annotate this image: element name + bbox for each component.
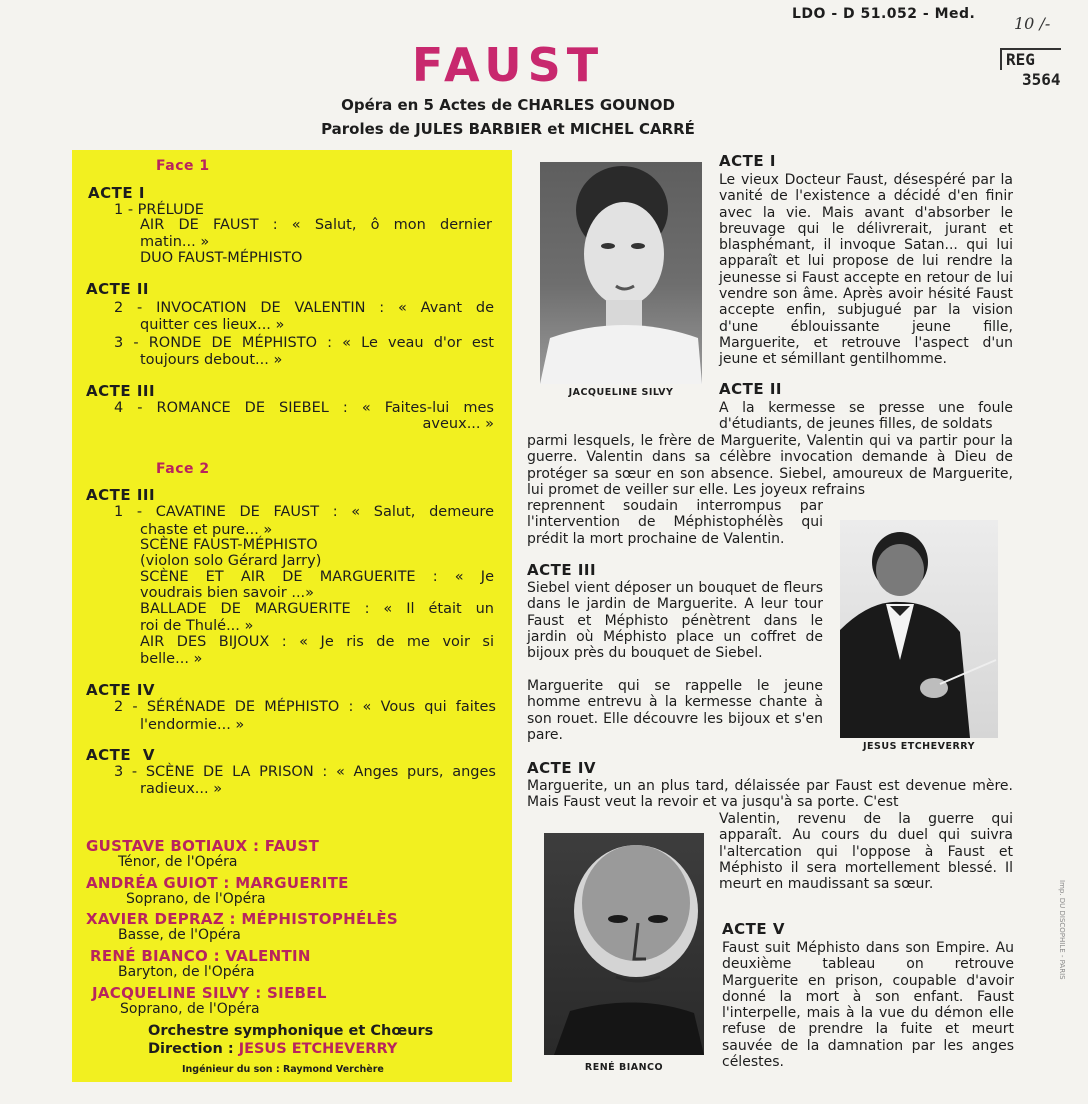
orchestra-line: Orchestre symphonique et Chœurs bbox=[148, 1023, 434, 1039]
cast-role-faust: Ténor, de l'Opéra bbox=[118, 854, 238, 870]
cast-role-siebel: Soprano, de l'Opéra bbox=[120, 1001, 260, 1017]
face2-acte5-heading: ACTE V bbox=[86, 746, 155, 764]
conductor-name: JESUS ETCHEVERRY bbox=[238, 1041, 398, 1057]
printer-credit: Imp. DU DISCOPHILE - PARIS bbox=[1058, 880, 1066, 980]
track-ronde-cont: toujours debout... » bbox=[140, 352, 283, 368]
face1-acte3-heading: ACTE III bbox=[86, 382, 156, 400]
track-romance-cont: aveux... » bbox=[422, 416, 494, 432]
synopsis-acte2-heading: ACTE II bbox=[719, 380, 782, 398]
synopsis-acte2-text-2: parmi lesquels, le frère de Marguerite, Valentin qui va partir pour la guerre. Valentin dans sa célèbre invocation demande à Dieu de protéger sa sœur en son absence. Siebel, amoureux de Marguerite, lui promet de veiller sur elle. Les joyeux refrains bbox=[527, 433, 1013, 498]
portrait-man-icon bbox=[544, 833, 704, 1055]
photo-jesus-etcheverry bbox=[840, 520, 998, 738]
track-air-de-faust: AIR DE FAUST : « Salut, ô mon dernier bbox=[140, 217, 492, 233]
sound-engineer: Ingénieur du son : Raymond Verchère bbox=[182, 1064, 384, 1075]
direction-line bbox=[148, 1041, 397, 1057]
cast-name-marguerite: ANDRÉA GUIOT : MARGUERITE bbox=[86, 874, 349, 892]
catalog-number: LDO - D 51.052 - Med. bbox=[792, 6, 976, 22]
synopsis-acte5-text: Faust suit Méphisto dans son Empire. Au deuxième tableau on retrouve Marguerite en prison, coupable d'avoir donné la mort à son enfant. Faust l'interpelle, mais à la vue du démon elle refuse de prendre la fuite et meurt sauvée de la damnation par les anges célestes. bbox=[722, 940, 1014, 1071]
caption-bianco: RENÉ BIANCO bbox=[584, 1062, 664, 1073]
track-ballade-cont: roi de Thulé... » bbox=[140, 618, 254, 634]
track-ronde: 3 - RONDE DE MÉPHISTO : « Le veau d'or est bbox=[114, 335, 494, 351]
face-2-label: Face 2 bbox=[156, 461, 210, 477]
track-air-de-faust-cont: matin... » bbox=[140, 234, 210, 250]
stamp-line-2: 3564 bbox=[1022, 70, 1061, 89]
track-duo: DUO FAUST-MÉPHISTO bbox=[140, 250, 303, 266]
cast-name-faust: GUSTAVE BOTIAUX : FAUST bbox=[86, 837, 320, 855]
track-romance: 4 - ROMANCE DE SIEBEL : « Faites-lui mes bbox=[114, 400, 494, 416]
track-air-des-bijoux: AIR DES BIJOUX : « Je ris de me voir si bbox=[140, 634, 494, 650]
cast-name-siebel: JACQUELINE SILVY : SIEBEL bbox=[92, 984, 327, 1002]
synopsis-acte4-heading: ACTE IV bbox=[527, 759, 597, 777]
face2-acte3-heading: ACTE III bbox=[86, 486, 156, 504]
track-air-des-bijoux-cont: belle... » bbox=[140, 651, 203, 667]
synopsis-acte3-heading: ACTE III bbox=[527, 561, 597, 579]
synopsis-acte2-text-3: reprennent soudain interrompus par l'intervention de Méphistophélès qui prédit la mort prochaine de Valentin. bbox=[527, 498, 823, 547]
direction-label: Direction : bbox=[148, 1041, 234, 1057]
portrait-conductor-icon bbox=[840, 520, 998, 738]
cast-role-mephisto: Basse, de l'Opéra bbox=[118, 927, 241, 943]
subtitle-librettists: Paroles de JULES BARBIER et MICHEL CARRÉ bbox=[321, 120, 695, 138]
cast-name-mephisto: XAVIER DEPRAZ : MÉPHISTOPHÉLÈS bbox=[86, 910, 399, 928]
handwritten-price: 10 /- bbox=[1014, 14, 1051, 33]
cast-role-marguerite: Soprano, de l'Opéra bbox=[126, 891, 266, 907]
synopsis-acte4-text-2: Valentin, revenu de la guerre qui apparaît. Au cours du duel qui suivra l'altercation qui l'oppose à Faust et Méphisto il sera mortellement blessé. Il meurt en maudissant sa sœur. bbox=[719, 811, 1013, 893]
synopsis-acte3-text-2: Marguerite qui se rappelle le jeune homme entrevu à la kermesse chante à son rouet. Elle découvre les bijoux et s'en pare. bbox=[527, 678, 823, 743]
face-1-label: Face 1 bbox=[156, 158, 210, 174]
track-serenade-cont: l'endormie... » bbox=[140, 717, 245, 733]
track-scene-marguerite: SCÈNE ET AIR DE MARGUERITE : « Je bbox=[140, 569, 494, 585]
photo-rene-bianco bbox=[544, 833, 704, 1055]
track-scene-marguerite-cont: voudrais bien savoir ...» bbox=[140, 585, 315, 601]
tracklist-panel bbox=[72, 150, 512, 1082]
caption-silvy: JACQUELINE SILVY bbox=[568, 387, 674, 398]
synopsis-acte5-heading: ACTE V bbox=[722, 920, 785, 938]
cast-name-valentin: RENÉ BIANCO : VALENTIN bbox=[90, 947, 311, 965]
face1-acte1-heading: ACTE I bbox=[88, 184, 145, 202]
caption-etcheverry: JESUS ETCHEVERRY bbox=[863, 741, 975, 752]
track-scene-faust: SCÈNE FAUST-MÉPHISTO bbox=[140, 537, 318, 553]
track-ballade: BALLADE DE MARGUERITE : « Il était un bbox=[140, 601, 494, 617]
synopsis-acte4-text-1: Marguerite, un an plus tard, délaissée par Faust est devenue mère. Mais Faust veut la revoir et va jusqu'à sa porte. C'est bbox=[527, 778, 1013, 811]
track-prison: 3 - SCÈNE DE LA PRISON : « Anges purs, anges bbox=[114, 764, 496, 780]
track-cavatine: 1 - CAVATINE DE FAUST : « Salut, demeure bbox=[114, 504, 494, 520]
cast-role-valentin: Baryton, de l'Opéra bbox=[118, 964, 255, 980]
photo-jacqueline-silvy bbox=[540, 162, 702, 384]
track-prelude: 1 - PRÉLUDE bbox=[114, 202, 204, 218]
page-title: FAUST bbox=[411, 38, 605, 92]
track-cavatine-cont: chaste et pure... » bbox=[140, 522, 273, 538]
synopsis-acte1-heading: ACTE I bbox=[719, 152, 776, 170]
portrait-woman-icon bbox=[540, 162, 702, 384]
track-invocation-cont: quitter ces lieux... » bbox=[140, 317, 285, 333]
track-serenade: 2 - SÉRÉNADE DE MÉPHISTO : « Vous qui faites bbox=[114, 699, 496, 715]
track-violon-solo: (violon solo Gérard Jarry) bbox=[140, 553, 322, 569]
synopsis-acte3-text-1: Siebel vient déposer un bouquet de fleurs dans le jardin de Marguerite. A leur tour Faust et Méphisto pénètrent dans le jardin où Méphisto place un coffret de bijoux près du bouquet de Siebel. bbox=[527, 580, 823, 662]
synopsis-acte1-text: Le vieux Docteur Faust, désespéré par la vanité de l'existence a décidé d'en finir avec la vie. Mais avant d'absorber le breuvage qui le délivrerait, jurant et blasphémant, il invoque Satan... qui lui apparaît et lui propose de lui rendre la jeunesse si Faust accepte en retour de lui vendre son âme. Après avoir hésité Faust accepte enfin, subjugué par la vision d'une éblouissante jeune fille, Marguerite, et retrouve l'aspect d'un jeune et sémillant gentilhomme. bbox=[719, 172, 1013, 368]
face2-acte4-heading: ACTE IV bbox=[86, 681, 156, 699]
subtitle-composer: Opéra en 5 Actes de CHARLES GOUNOD bbox=[341, 96, 675, 114]
track-prison-cont: radieux... » bbox=[140, 781, 223, 797]
track-invocation: 2 - INVOCATION DE VALENTIN : « Avant de bbox=[114, 300, 494, 316]
stamp-line-1: REG bbox=[1000, 48, 1061, 70]
synopsis-acte2-text-1: A la kermesse se presse une foule d'étudiants, de jeunes filles, de soldats bbox=[719, 400, 1013, 433]
face1-acte2-heading: ACTE II bbox=[86, 280, 149, 298]
